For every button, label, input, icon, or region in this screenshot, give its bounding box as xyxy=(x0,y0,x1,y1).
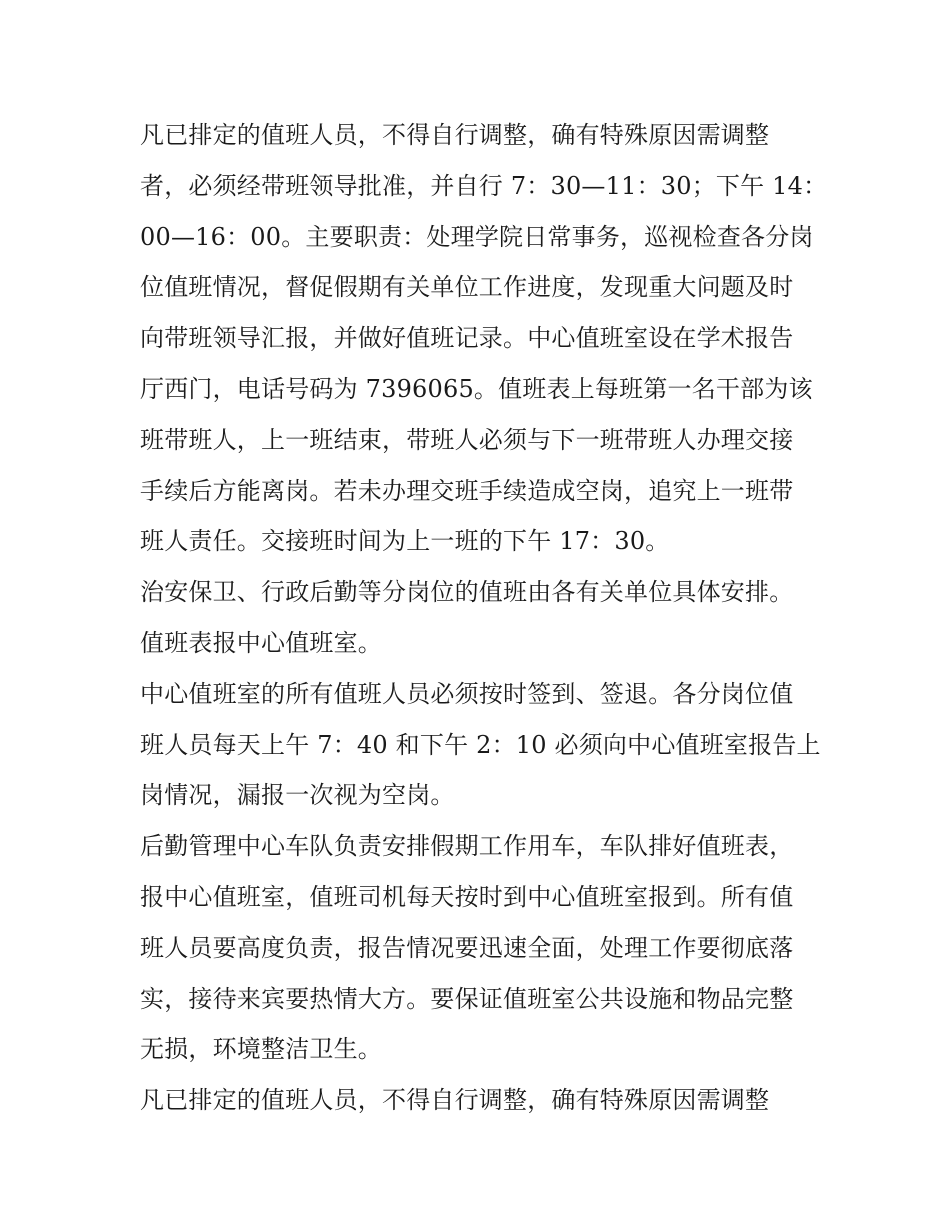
text-line: 无损，环境整洁卫生。 xyxy=(140,1035,382,1064)
text-line: 报中心值班室，值班司机每天按时到中心值班室报到。所有值 xyxy=(140,882,794,911)
text-line: 班人员要高度负责，报告情况要迅速全面，处理工作要彻底落 xyxy=(140,933,794,962)
text-line: 者，必须经带班领导批准，并自行 7：30—11：30；下午 14： xyxy=(140,171,828,200)
text-line: 值班表报中心值班室。 xyxy=(140,628,382,657)
text-line: 00—16：00。主要职责：处理学院日常事务，巡视检查各分岗 xyxy=(140,222,814,251)
text-line: 厅西门，电话号码为 7396065。值班表上每班第一名干部为该 xyxy=(140,374,813,403)
text-line: 凡已排定的值班人员，不得自行调整，确有特殊原因需调整 xyxy=(140,121,770,149)
text-line: 后勤管理中心车队负责安排假期工作用车，车队排好值班表， xyxy=(140,832,794,861)
text-line: 向带班领导汇报，并做好值班记录。中心值班室设在学术报告 xyxy=(140,324,794,353)
text-line: 凡已排定的值班人员，不得自行调整，确有特殊原因需调整 xyxy=(140,1086,770,1115)
text-line: 中心值班室的所有值班人员必须按时签到、签退。各分岗位值 xyxy=(140,679,794,708)
text-line: 班带班人，上一班结束，带班人必须与下一班带班人办理交接 xyxy=(140,425,794,454)
text-line: 班人责任。交接班时间为上一班的下午 17：30。 xyxy=(140,527,670,556)
text-line: 岗情况，漏报一次视为空岗。 xyxy=(140,781,455,810)
document-body xyxy=(140,110,828,1126)
text-line: 手续后方能离岗。若未办理交班手续造成空岗，追究上一班带 xyxy=(140,476,794,505)
text-line: 实，接待来宾要热情大方。要保证值班室公共设施和物品完整 xyxy=(140,984,794,1013)
text-line: 治安保卫、行政后勤等分岗位的值班由各有关单位具体安排。 xyxy=(140,578,794,607)
text-line: 班人员每天上午 7：40 和下午 2：10 必须向中心值班室报告上 xyxy=(140,730,821,759)
text-line: 位值班情况，督促假期有关单位工作进度，发现重大问题及时 xyxy=(140,273,794,302)
